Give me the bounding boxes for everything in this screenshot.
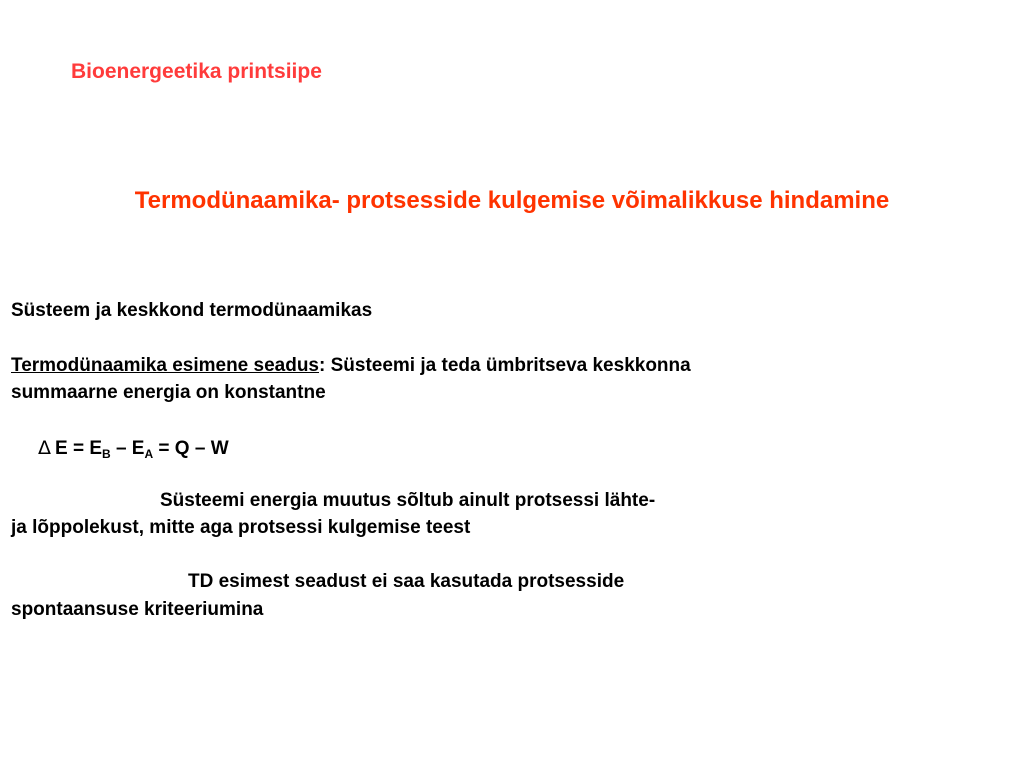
law-colon: : (319, 355, 326, 376)
formula-part-3: = Q – W (153, 438, 229, 459)
note-1-line-1: Süsteemi energia muutus sõltub ainult protsessi lähte- (160, 490, 656, 511)
law-statement-line-2: summaarne energia on konstantne (11, 382, 326, 403)
formula-sub-b: B (102, 447, 111, 461)
delta-symbol: Δ (38, 437, 51, 459)
section-heading: Süsteem ja keskkond termodünaamikas (11, 300, 373, 321)
law-statement-line-1: Süsteemi ja teda ümbritseva keskkonna (325, 355, 691, 376)
law-term: Termodünaamika esimene seadus (11, 355, 319, 376)
slide-kicker: Bioenergeetika printsiipe (71, 60, 322, 83)
formula-part-2: – E (110, 438, 145, 459)
formula-sub-a: A (144, 447, 154, 461)
note-2-line-1: TD esimest seadust ei saa kasutada protsesside (188, 571, 625, 592)
slide-title: Termodünaamika- protsesside kulgemise võimalikkuse hindamine (134, 187, 890, 214)
energy-formula (38, 435, 229, 462)
law-line-1 (11, 352, 691, 379)
note-2-line-2: spontaansuse kriteeriumina (11, 599, 264, 620)
formula-part-1: E = E (55, 438, 102, 459)
note-1-line-2: ja lõppolekust, mitte aga protsessi kulgemise teest (11, 517, 471, 538)
